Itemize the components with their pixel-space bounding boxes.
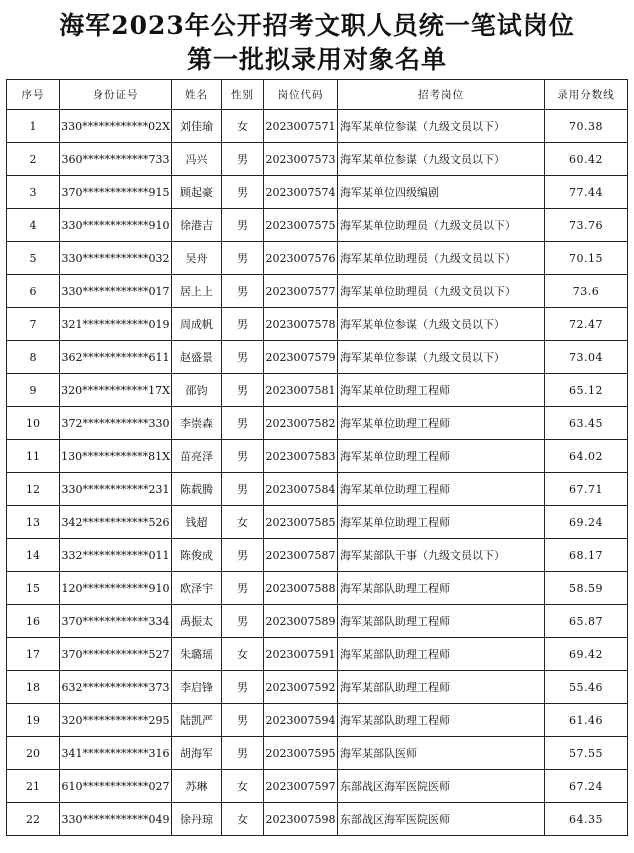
header-name: 姓名 — [172, 80, 222, 110]
table-row — [7, 638, 628, 671]
cell-id-number: 370************334 — [60, 605, 172, 638]
cell-id-number: 120************910 — [60, 572, 172, 605]
cell-post: 海军某单位助理员（九级文员以下） — [338, 209, 545, 242]
cell-post-code: 2023007589 — [264, 605, 338, 638]
table-header-row — [7, 80, 628, 110]
cell-id-number: 362************611 — [60, 341, 172, 374]
cell-post-code: 2023007584 — [264, 473, 338, 506]
table-row — [7, 506, 628, 539]
table-row — [7, 341, 628, 374]
cell-score: 65.87 — [545, 605, 628, 638]
cell-index: 14 — [7, 539, 60, 572]
cell-post-code: 2023007597 — [264, 770, 338, 803]
cell-gender: 女 — [222, 638, 264, 671]
cell-id-number: 330************02X — [60, 110, 172, 143]
cell-gender: 男 — [222, 704, 264, 737]
cell-post: 海军某单位助理工程师 — [338, 506, 545, 539]
table-row — [7, 374, 628, 407]
cell-post: 海军某部队助理工程师 — [338, 605, 545, 638]
table-row — [7, 143, 628, 176]
cell-name: 周成帆 — [172, 308, 222, 341]
header-score: 录用分数线 — [545, 80, 628, 110]
cell-id-number: 320************295 — [60, 704, 172, 737]
cell-post-code: 2023007594 — [264, 704, 338, 737]
cell-id-number: 341************316 — [60, 737, 172, 770]
cell-post: 海军某单位助理工程师 — [338, 473, 545, 506]
table-row — [7, 671, 628, 704]
cell-id-number: 130************81X — [60, 440, 172, 473]
table-row — [7, 737, 628, 770]
cell-score: 70.38 — [545, 110, 628, 143]
cell-index: 9 — [7, 374, 60, 407]
cell-index: 17 — [7, 638, 60, 671]
cell-gender: 男 — [222, 143, 264, 176]
cell-name: 欧泽宇 — [172, 572, 222, 605]
cell-id-number: 372************330 — [60, 407, 172, 440]
table-row — [7, 407, 628, 440]
table-row — [7, 473, 628, 506]
cell-post-code: 2023007574 — [264, 176, 338, 209]
header-gender: 性别 — [222, 80, 264, 110]
cell-gender: 男 — [222, 605, 264, 638]
cell-post-code: 2023007578 — [264, 308, 338, 341]
cell-id-number: 360************733 — [60, 143, 172, 176]
cell-post-code: 2023007592 — [264, 671, 338, 704]
cell-post-code: 2023007571 — [264, 110, 338, 143]
cell-index: 3 — [7, 176, 60, 209]
cell-name: 徐港吉 — [172, 209, 222, 242]
cell-id-number: 610************027 — [60, 770, 172, 803]
cell-post-code: 2023007595 — [264, 737, 338, 770]
cell-index: 16 — [7, 605, 60, 638]
cell-score: 70.15 — [545, 242, 628, 275]
cell-name: 邵钧 — [172, 374, 222, 407]
cell-post: 海军某单位参谋（九级文员以下） — [338, 341, 545, 374]
cell-name: 朱璐瑶 — [172, 638, 222, 671]
cell-post-code: 2023007587 — [264, 539, 338, 572]
cell-score: 61.46 — [545, 704, 628, 737]
cell-id-number: 330************017 — [60, 275, 172, 308]
table-row — [7, 770, 628, 803]
cell-post: 海军某单位助理员（九级文员以下） — [338, 275, 545, 308]
cell-id-number: 332************011 — [60, 539, 172, 572]
cell-score: 67.24 — [545, 770, 628, 803]
cell-id-number: 330************231 — [60, 473, 172, 506]
cell-score: 60.42 — [545, 143, 628, 176]
cell-post: 东部战区海军医院医师 — [338, 770, 545, 803]
cell-index: 5 — [7, 242, 60, 275]
table-row — [7, 176, 628, 209]
cell-gender: 男 — [222, 176, 264, 209]
cell-index: 15 — [7, 572, 60, 605]
cell-post: 海军某单位四级编剧 — [338, 176, 545, 209]
cell-name: 陆凯严 — [172, 704, 222, 737]
table-row — [7, 704, 628, 737]
cell-score: 69.42 — [545, 638, 628, 671]
cell-score: 64.35 — [545, 803, 628, 836]
document-title-line-1: 海军2023年公开招考文职人员统一笔试岗位 — [59, 11, 575, 40]
cell-name: 陈俊成 — [172, 539, 222, 572]
cell-score: 73.6 — [545, 275, 628, 308]
cell-post-code: 2023007585 — [264, 506, 338, 539]
table-row — [7, 242, 628, 275]
cell-score: 73.04 — [545, 341, 628, 374]
cell-score: 58.59 — [545, 572, 628, 605]
cell-post: 海军某单位助理工程师 — [338, 440, 545, 473]
cell-name: 苏琳 — [172, 770, 222, 803]
header-post-code: 岗位代码 — [264, 80, 338, 110]
cell-gender: 男 — [222, 572, 264, 605]
cell-id-number: 330************032 — [60, 242, 172, 275]
cell-index: 18 — [7, 671, 60, 704]
cell-post-code: 2023007591 — [264, 638, 338, 671]
cell-index: 22 — [7, 803, 60, 836]
cell-post-code: 2023007577 — [264, 275, 338, 308]
cell-score: 72.47 — [545, 308, 628, 341]
cell-gender: 男 — [222, 374, 264, 407]
cell-post-code: 2023007575 — [264, 209, 338, 242]
cell-name: 冯兴 — [172, 143, 222, 176]
cell-post: 海军某单位助理员（九级文员以下） — [338, 242, 545, 275]
cell-name: 钱超 — [172, 506, 222, 539]
cell-gender: 女 — [222, 770, 264, 803]
cell-name: 徐丹琼 — [172, 803, 222, 836]
cell-name: 顾起豪 — [172, 176, 222, 209]
cell-name: 刘佳瑜 — [172, 110, 222, 143]
cell-id-number: 342************526 — [60, 506, 172, 539]
table-row — [7, 275, 628, 308]
table-row — [7, 803, 628, 836]
table-body — [7, 110, 628, 836]
cell-post: 海军某单位助理工程师 — [338, 374, 545, 407]
cell-post-code: 2023007598 — [264, 803, 338, 836]
cell-name: 李崇森 — [172, 407, 222, 440]
cell-post: 海军某部队干事（九级文员以下） — [338, 539, 545, 572]
cell-post-code: 2023007582 — [264, 407, 338, 440]
cell-index: 10 — [7, 407, 60, 440]
candidate-table — [6, 79, 628, 836]
cell-post-code: 2023007579 — [264, 341, 338, 374]
cell-index: 20 — [7, 737, 60, 770]
cell-gender: 男 — [222, 209, 264, 242]
cell-id-number: 320************17X — [60, 374, 172, 407]
cell-score: 65.12 — [545, 374, 628, 407]
table-row — [7, 308, 628, 341]
table-row — [7, 605, 628, 638]
cell-gender: 男 — [222, 539, 264, 572]
cell-post: 海军某单位参谋（九级文员以下） — [338, 308, 545, 341]
cell-score: 64.02 — [545, 440, 628, 473]
cell-name: 赵盛景 — [172, 341, 222, 374]
cell-name: 李启锋 — [172, 671, 222, 704]
cell-id-number: 321************019 — [60, 308, 172, 341]
cell-gender: 男 — [222, 242, 264, 275]
table-row — [7, 209, 628, 242]
cell-post: 海军某部队医师 — [338, 737, 545, 770]
cell-post: 海军某部队助理工程师 — [338, 638, 545, 671]
cell-post-code: 2023007576 — [264, 242, 338, 275]
cell-id-number: 330************049 — [60, 803, 172, 836]
header-id-number: 身份证号 — [60, 80, 172, 110]
table-row — [7, 440, 628, 473]
cell-post: 海军某单位助理工程师 — [338, 407, 545, 440]
cell-post: 海军某部队助理工程师 — [338, 704, 545, 737]
header-post: 招考岗位 — [338, 80, 545, 110]
cell-post-code: 2023007583 — [264, 440, 338, 473]
table-row — [7, 110, 628, 143]
cell-name: 吴舟 — [172, 242, 222, 275]
cell-id-number: 370************915 — [60, 176, 172, 209]
cell-gender: 男 — [222, 308, 264, 341]
cell-post-code: 2023007573 — [264, 143, 338, 176]
cell-post: 海军某部队助理工程师 — [338, 671, 545, 704]
cell-index: 11 — [7, 440, 60, 473]
cell-id-number: 632************373 — [60, 671, 172, 704]
cell-index: 7 — [7, 308, 60, 341]
cell-score: 69.24 — [545, 506, 628, 539]
cell-post: 海军某单位参谋（九级文员以下） — [338, 110, 545, 143]
cell-gender: 男 — [222, 473, 264, 506]
cell-name: 胡海军 — [172, 737, 222, 770]
document-title-line-2: 第一批拟录用对象名单 — [186, 45, 447, 74]
cell-gender: 男 — [222, 275, 264, 308]
cell-gender: 男 — [222, 737, 264, 770]
cell-gender: 男 — [222, 341, 264, 374]
cell-post-code: 2023007588 — [264, 572, 338, 605]
cell-index: 12 — [7, 473, 60, 506]
cell-name: 苗亮泽 — [172, 440, 222, 473]
cell-score: 57.55 — [545, 737, 628, 770]
cell-index: 8 — [7, 341, 60, 374]
cell-index: 19 — [7, 704, 60, 737]
cell-post: 东部战区海军医院医师 — [338, 803, 545, 836]
cell-score: 55.46 — [545, 671, 628, 704]
cell-gender: 男 — [222, 440, 264, 473]
cell-gender: 女 — [222, 506, 264, 539]
cell-gender: 男 — [222, 407, 264, 440]
cell-index: 2 — [7, 143, 60, 176]
cell-id-number: 370************527 — [60, 638, 172, 671]
cell-gender: 女 — [222, 110, 264, 143]
cell-post: 海军某部队助理工程师 — [338, 572, 545, 605]
cell-id-number: 330************910 — [60, 209, 172, 242]
table-row — [7, 539, 628, 572]
cell-name: 陈载腾 — [172, 473, 222, 506]
cell-score: 77.44 — [545, 176, 628, 209]
cell-gender: 女 — [222, 803, 264, 836]
cell-score: 67.71 — [545, 473, 628, 506]
cell-post-code: 2023007581 — [264, 374, 338, 407]
table-row — [7, 572, 628, 605]
cell-name: 禹振太 — [172, 605, 222, 638]
header-index: 序号 — [7, 80, 60, 110]
cell-index: 21 — [7, 770, 60, 803]
cell-score: 63.45 — [545, 407, 628, 440]
cell-score: 68.17 — [545, 539, 628, 572]
cell-index: 13 — [7, 506, 60, 539]
cell-post: 海军某单位参谋（九级文员以下） — [338, 143, 545, 176]
cell-score: 73.76 — [545, 209, 628, 242]
cell-index: 6 — [7, 275, 60, 308]
cell-index: 1 — [7, 110, 60, 143]
cell-index: 4 — [7, 209, 60, 242]
cell-name: 居上上 — [172, 275, 222, 308]
cell-gender: 男 — [222, 671, 264, 704]
